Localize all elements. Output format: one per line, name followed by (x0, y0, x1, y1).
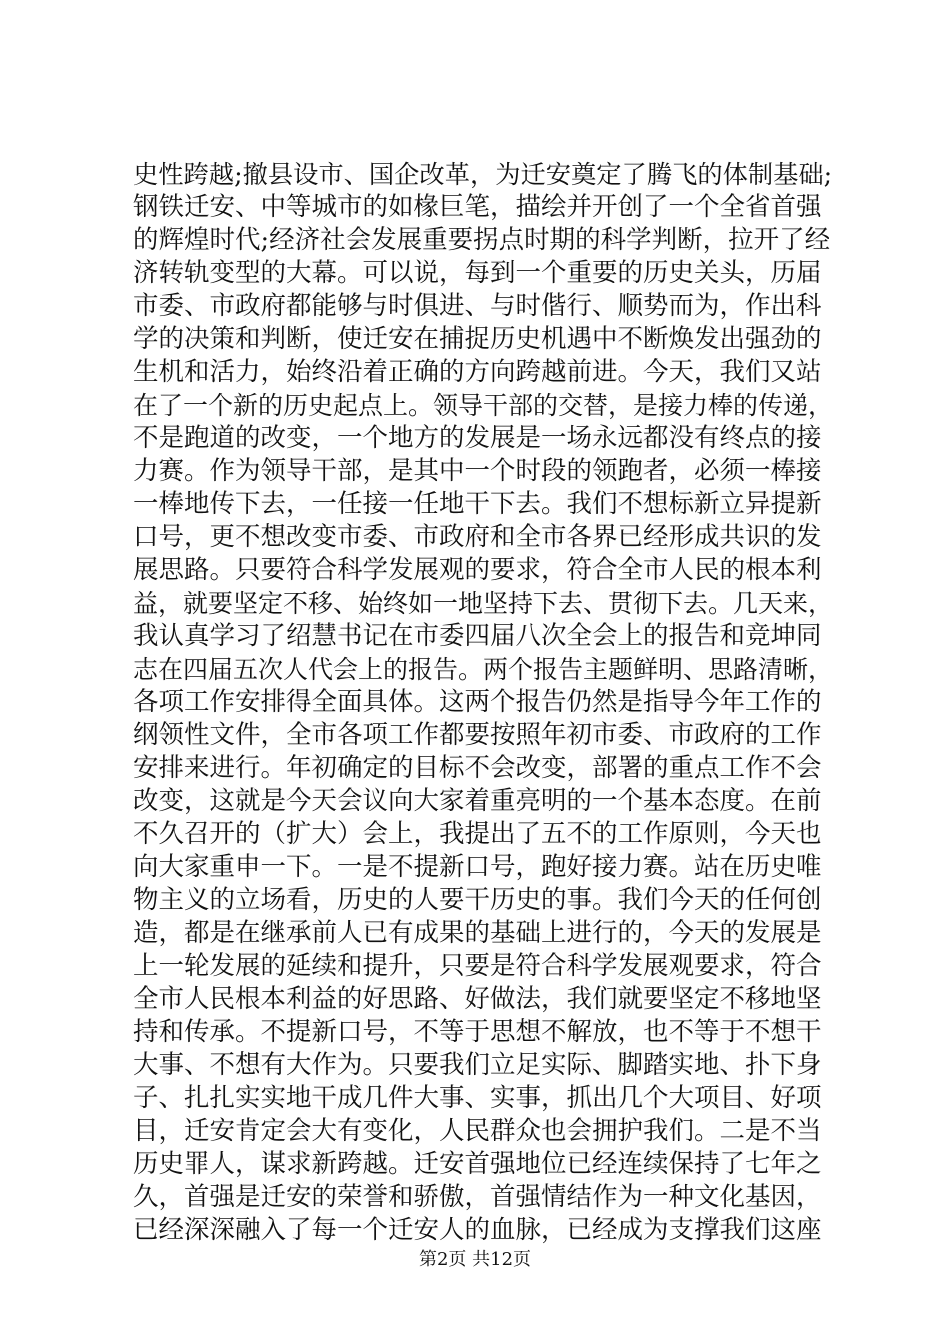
text-line: 大事、不想有大作为。只要我们立足实际、脚踏实地、扑下身 (133, 1050, 822, 1080)
text-line: 的辉煌时代;经济社会发展重要拐点时期的科学判断，拉开了经 (133, 225, 831, 255)
text-line: 力赛。作为领导干部，是其中一个时段的领跑者，必须一棒接 (133, 456, 822, 486)
text-line: 子、扎扎实实地干成几件大事、实事，抓出几个大项目、好项 (133, 1083, 822, 1113)
text-line: 口号，更不想改变市委、市政府和全市各界已经形成共识的发 (133, 522, 822, 552)
text-line: 学的决策和判断，使迁安在捕捉历史机遇中不断焕发出强劲的 (133, 324, 822, 354)
text-line: 展思路。只要符合科学发展观的要求，符合全市人民的根本利 (133, 555, 822, 585)
text-line: 已经深深融入了每一个迁安人的血脉，已经成为支撑我们这座 (133, 1215, 822, 1245)
text-line: 史性跨越;撤县设市、国企改革，为迁安奠定了腾飞的体制基础; (133, 160, 833, 189)
text-line: 全市人民根本利益的好思路、好做法，我们就要坚定不移地坚 (133, 984, 822, 1014)
text-line: 持和传承。不提新口号，不等于思想不解放，也不等于不想干 (133, 1017, 822, 1047)
text-line: 向大家重申一下。一是不提新口号，跑好接力赛。站在历史唯 (133, 852, 822, 882)
text-line: 上一轮发展的延续和提升，只要是符合科学发展观要求，符合 (133, 951, 822, 981)
text-line: 改变，这就是今天会议向大家着重亮明的一个基本态度。在前 (133, 786, 822, 816)
page-footer (0, 1245, 950, 1271)
text-line: 造，都是在继承前人已有成果的基础上进行的，今天的发展是 (133, 918, 822, 948)
text-line: 不久召开的（扩大）会上，我提出了五不的工作原则，今天也 (133, 819, 822, 849)
text-line: 志在四届五次人代会上的报告。两个报告主题鲜明、思路清晰， (133, 655, 834, 684)
text-line: 济转轨变型的大幕。可以说，每到一个重要的历史关头，历届 (133, 258, 822, 288)
page-number: 第2页 共12页 (418, 1249, 532, 1270)
body-text (133, 158, 833, 1247)
text-line: 物主义的立场看，历史的人要干历史的事。我们今天的任何创 (133, 885, 822, 915)
text-line: 生机和活力，始终沿着正确的方向跨越前进。今天，我们又站 (133, 357, 822, 387)
text-line: 一棒地传下去，一任接一任地干下去。我们不想标新立异提新 (133, 489, 822, 519)
text-line: 纲领性文件，全市各项工作都要按照年初市委、市政府的工作 (133, 720, 822, 750)
text-line: 我认真学习了绍慧书记在市委四届八次全会上的报告和竞坤同 (133, 621, 822, 651)
text-line: 不是跑道的改变，一个地方的发展是一场永远都没有终点的接 (133, 423, 822, 453)
text-line: 各项工作安排得全面具体。这两个报告仍然是指导今年工作的 (133, 687, 822, 717)
text-line: 在了一个新的历史起点上。领导干部的交替，是接力棒的传递， (133, 391, 834, 420)
text-line: 历史罪人，谋求新跨越。迁安首强地位已经连续保持了七年之 (133, 1149, 822, 1179)
text-line: 益，就要坚定不移、始终如一地坚持下去、贯彻下去。几天来， (133, 589, 834, 618)
text-line: 市委、市政府都能够与时俱进、与时偕行、顺势而为，作出科 (133, 291, 822, 321)
text-line: 安排来进行。年初确定的目标不会改变，部署的重点工作不会 (133, 753, 822, 783)
text-line: 久，首强是迁安的荣誉和骄傲，首强情结作为一种文化基因， (133, 1182, 822, 1212)
text-line: 目，迁安肯定会大有变化，人民群众也会拥护我们。二是不当 (133, 1116, 822, 1146)
text-line: 钢铁迁安、中等城市的如椽巨笔，描绘并开创了一个全省首强 (133, 192, 822, 222)
